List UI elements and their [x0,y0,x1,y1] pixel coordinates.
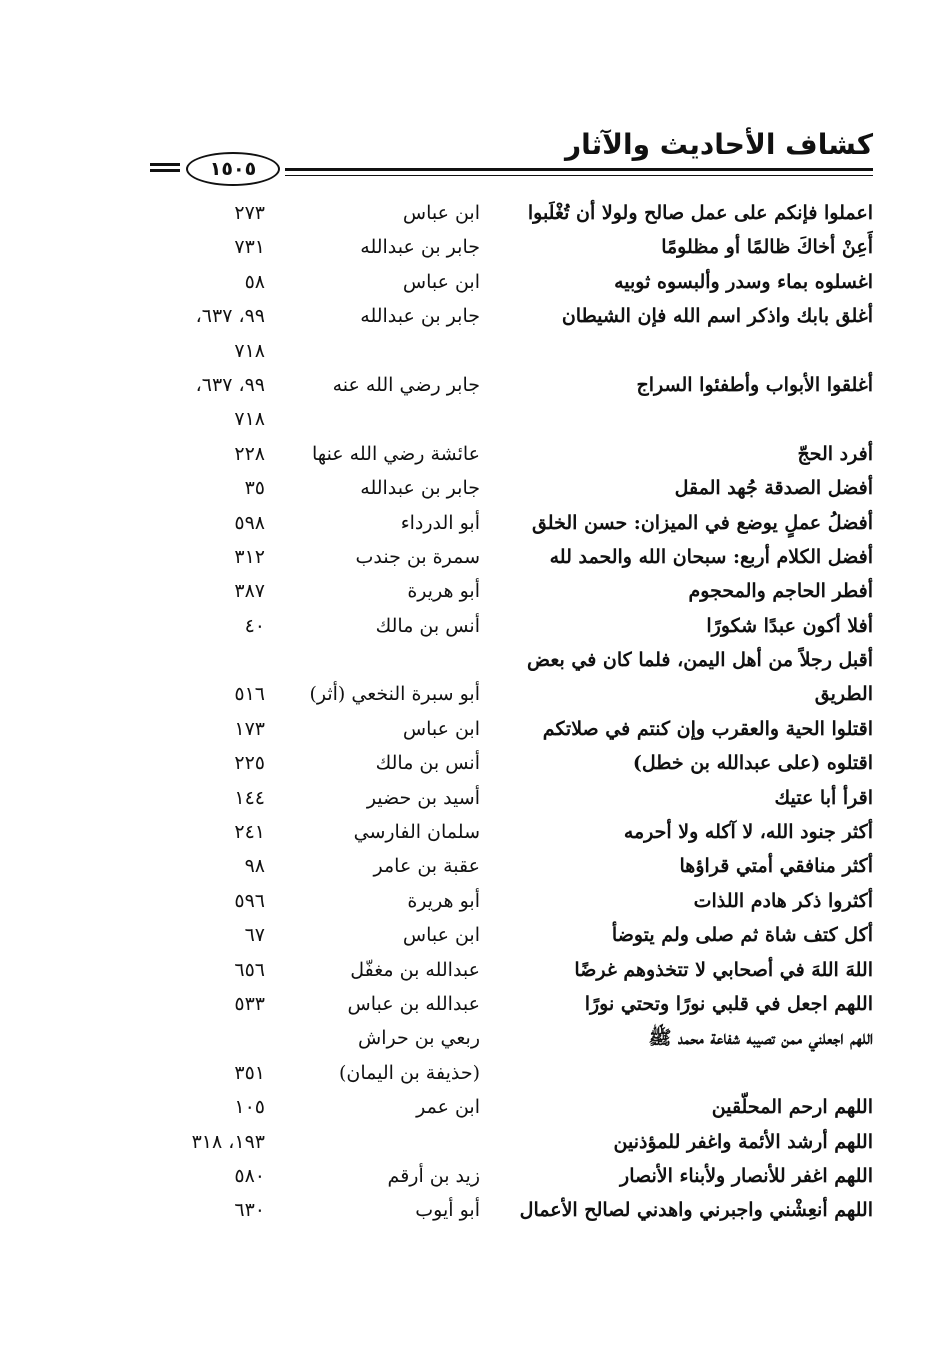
hadith-text: أقبل رجلاً من أهل اليمن، فلما كان في بعض الطريق [527,649,873,706]
narrator: جابر بن عبدالله [360,477,480,500]
page-reference: ٦٥٦ [234,958,265,981]
page-reference: ٥٩٦ [234,889,265,912]
narrator: ابن عباس [402,270,480,293]
index-entry [150,918,873,952]
narrator: ابن عباس [402,202,480,224]
hadith-text: اللهم ارحم المحلّقين [711,1096,873,1119]
hadith-text: اغسلوه بماء وسدر وألبسوه ثوبيه [614,270,873,293]
hadith-text: اقرأ أبا عتيك [774,786,873,809]
index-entry [150,196,873,230]
index-entry [150,849,873,883]
narrator: أبو هريرة [407,889,480,912]
narrator: أنس بن مالك [375,614,480,637]
narrator: سلمان الفارسي [353,821,480,844]
narrator: عقبة بن عامر [373,855,480,878]
narrator: أبو سبرة النخعي (أثر) [309,683,480,706]
narrator: عبدالله بن عباس [347,993,480,1015]
narrator: عبدالله بن مغفّل [350,958,480,981]
page-reference: ١٤٤ [234,786,265,809]
page-reference: ١٧٣ [234,717,265,740]
narrator: زيد بن أرقم [387,1164,480,1187]
hadith-text: اللهم أنعِشْني واجبرني واهدني لصالح الأعمال [519,1199,873,1222]
index-entry [150,1090,873,1124]
running-title: كشاف الأحاديث والآثار [565,128,873,161]
page-reference: ٣١٢ [234,545,265,568]
hadith-text: اللهَ اللهَ في أصحابي لا تتخذوهم غرضًا [574,958,873,981]
index-entry [150,402,873,436]
hadith-text: اقتلوا الحية والعقرب وإن كنتم في صلاتكم [542,717,873,740]
narrator: أسيد بن حضير [366,786,480,809]
index-entry [150,299,873,333]
index-entry [150,1193,873,1227]
page-reference: ٥٩٨ [234,511,265,534]
page-reference: ٥٣٣ [234,993,265,1015]
page-reference: ٢٤١ [234,821,265,844]
narrator: ربعي بن حراش [358,1027,480,1050]
page-reference: ٤٠ [244,614,265,637]
hadith-text: اللهم اجعلني ممن تصيبه شفاعة محمد ﷺ [648,1027,873,1050]
hadith-text: أفرد الحجّ [797,442,873,465]
index-entry [150,1021,873,1055]
hadith-text: اعملوا فإنكم على عمل صالح ولولا أن تُغْلَبوا [527,202,873,224]
narrator: ابن عباس [402,924,480,947]
hadith-text: أغلقوا الأبواب وأطفئوا السراج [636,373,873,396]
hadith-text: أفضلُ عملٍ يوضع في الميزان: حسن الخلق [531,511,873,534]
index-entry [150,1159,873,1193]
hadith-text: أكل كتف شاة ثم صلى ولم يتوضأ [611,924,873,947]
narrator: جابر بن عبدالله [360,236,480,259]
hadith-text: أكثر منافقي أمتي قراؤها [679,855,873,878]
page-reference: ٧١٨ [234,339,265,362]
narrator: جابر رضي الله عنه [332,373,480,396]
index-entry [150,746,873,780]
index-entry [150,334,873,368]
header-rule-thin [285,175,873,176]
index-entry [150,987,873,1021]
hadith-text: أفضل الصدقة جُهد المقل [674,477,873,500]
narrator: (حذيفة بن اليمان) [339,1061,480,1084]
hadith-text: أغلق بابك واذكر اسم الله فإن الشيطان [561,305,873,328]
page-reference: ٧١٨ [234,408,265,431]
page-reference: ٣٨٧ [234,580,265,603]
index-entry [150,643,873,712]
narrator: أبو الدرداء [400,511,480,534]
index-entry [150,368,873,402]
narrator: جابر بن عبدالله [360,305,480,328]
page-number: ١٥٠٥ [186,152,280,186]
hadith-text: أفلا أكون عبدًا شكورًا [706,614,873,637]
hadith-text: أفضل الكلام أربع: سبحان الله والحمد لله [549,545,873,568]
page-reference: ٦٧ [244,924,265,947]
page-reference: ٩٩، ٦٣٧، [195,373,265,396]
index-entry [150,1125,873,1159]
index-entry [150,609,873,643]
index-entry [150,230,873,264]
hadith-text: أفطر الحاجم والمحجوم [688,580,873,603]
header-rule [285,168,873,171]
page-reference: ٧٣١ [234,236,265,259]
narrator: سمرة بن جندب [355,545,480,568]
index-entry [150,265,873,299]
hadith-text: أكثروا ذكر هادم اللذات [693,889,873,912]
page-reference: ١٠٥ [234,1096,265,1119]
index-entry [150,471,873,505]
index-entry [150,884,873,918]
index-entry [150,815,873,849]
hadith-text: اللهم أرشد الأئمة واغفر للمؤذنين [613,1130,873,1153]
page-reference: ٥٨٠ [234,1164,265,1187]
index-entry [150,781,873,815]
page-reference: ٣٥ [244,477,265,500]
page-reference: ٩٩، ٦٣٧، [195,305,265,328]
index-entry [150,712,873,746]
page-reference: ٦٣٠ [234,1199,265,1222]
hadith-text: أكثر جنود الله، لا آكله ولا أحرمه [623,821,873,844]
page-reference: ٣٥١ [234,1061,265,1084]
narrator: أبو هريرة [407,580,480,603]
page-reference: ٩٨ [244,855,265,878]
narrator: أنس بن مالك [375,752,480,775]
narrator: أبو أيوب [415,1199,480,1222]
page-reference: ١٩٣، ٣١٨ [191,1130,265,1153]
page-reference: ٥٨ [244,270,265,293]
page-reference: ٢٢٨ [234,442,265,465]
index-entry [150,540,873,574]
hadith-text: اقتلوه (على عبدالله بن خطل) [632,752,873,775]
index-entry [150,506,873,540]
page-reference: ٥١٦ [234,683,265,706]
index-entries [150,196,873,1228]
narrator: عائشة رضي الله عنها [312,442,480,465]
hadith-text: أَعِنْ أخاكَ ظالمًا أو مظلومًا [661,236,873,259]
narrator: ابن عمر [416,1096,480,1119]
page-reference: ٢٢٥ [234,752,265,775]
decorative-bars [150,163,180,175]
hadith-text: اللهم اجعل في قلبي نورًا وتحتي نورًا [584,993,873,1015]
index-entry [150,574,873,608]
hadith-text: اللهم اغفر للأنصار ولأبناء الأنصار [620,1164,873,1187]
index-entry [150,953,873,987]
narrator: ابن عباس [402,717,480,740]
index-entry [150,1056,873,1090]
index-entry [150,437,873,471]
page-reference: ٢٧٣ [234,202,265,224]
